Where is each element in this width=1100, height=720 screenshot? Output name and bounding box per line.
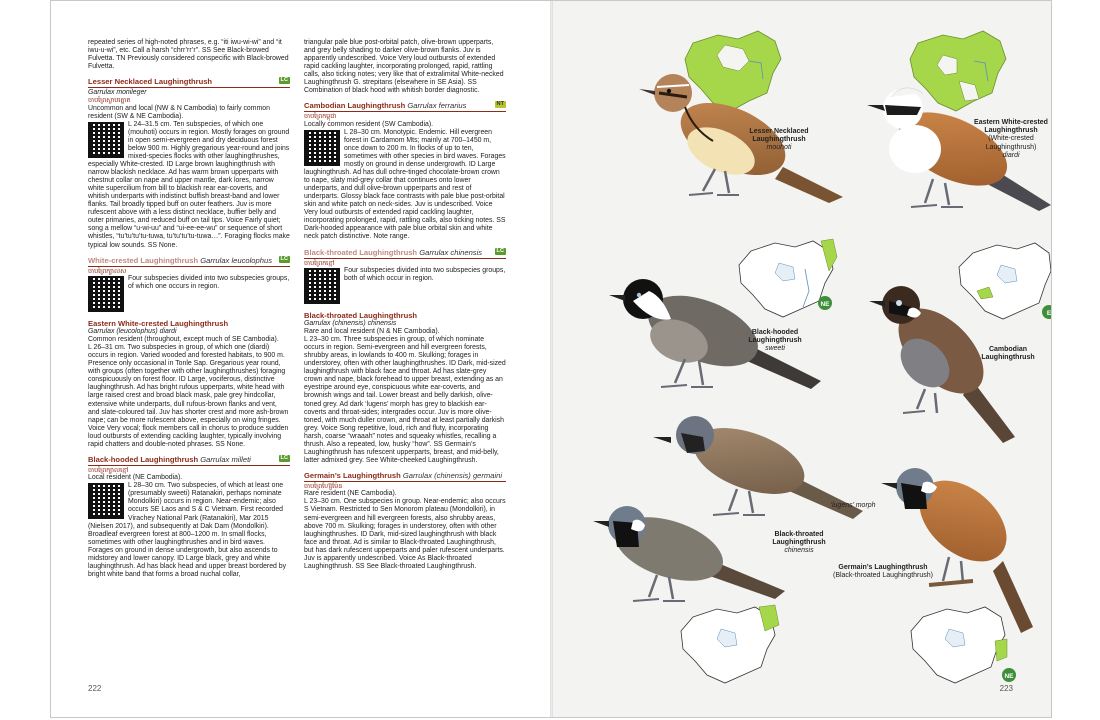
status-text: Uncommon and local (NW & N Cambodia) to fairly common resident (SW & NE Cambodia). [88,104,270,120]
book-spread [50,0,1052,718]
khmer-name: ចាបព្រៃកខ្មៅ [304,259,335,267]
species-heading [304,471,506,482]
species-text: L 23–30 cm. One subspecies in group. Near-endemic; also occurs S Vietnam. Restricted to Sen Monorom plateau (Mondolkiri), in semi-evergreen and hill evergreen forests, also shrubby areas, above 700 m. Skulking; forages in understorey, often with other laughingthrushes. ID Dark, mid-sized laughingthrush with black face and throat. Ad is similar to Black-throated Laughingthrush, but has dark rufescent upperparts and paler rufescent underparts. Juv is apparently undescribed. Voice As Black-throated Laughingthrush. SS See Black-throated Laughingthrush. [304,498,506,570]
caption-name: Lesser Necklaced Laughingthrush [749,128,809,144]
right-page [553,1,1051,717]
status-badge: NT [496,101,504,108]
status-text: Rare and local resident (N & NE Cambodia). [304,328,440,336]
caption-name: Black-hooded Laughingthrush [748,329,802,345]
text-column-2 [304,39,506,571]
caption-subspecies: mouhoti [766,144,792,152]
bird-germains [881,464,1033,633]
caption-black-throated [749,531,849,556]
page-number-left: 222 [88,684,102,693]
species-name: Black-throated Laughingthrush [304,247,418,257]
caption-name: Cambodian Laughingthrush [981,346,1035,362]
map-badge-ne-2-label: NE [1004,673,1014,680]
qr-code[interactable] [304,130,340,166]
species-text: L 28–30 cm. Monotypic. Endemic. Hill evergreen forest in Cardamom Mts; mainly at 700–1450 m, once down to 200 m. In flocks of up to ten, sometimes with other species in bird waves. Forages mostly on ground in dense undergrowth. ID Large laughingthrush. Ad has dull ochre-tinged chocolate-brown crown to nape, slaty mid-grey collar that continues onto lower underparts, and dull olive-brown upperparts and rest of underparts. Glossy black face contrasts with pale blue post-orbital skin and white patch on neck-sides. Juv is undescribed. Voice Very loud outbursts of extended rapid cackling laughter, incorporating prolonged, rapid, rattling calls, also ticking notes. SS Dark-hooded appearance with pale blue orbital skin and white neck patch distinctive. Note range. [304,128,506,241]
caption-lugens-morph [813,502,893,510]
scientific-name: Garrulax (chinensis) chinensis [304,320,397,328]
range-map-cambodian [959,243,1051,319]
species-name: Eastern White-crested Laughingthrush [88,319,229,329]
scientific-name: Garrulax (chinensis) germaini [402,470,503,480]
khmer-name: ចាបព្រៃហ្ស៊ែម៉ែន [304,482,343,490]
scientific-name: Garrulax chinensis [419,247,483,257]
status-text: Common resident (throughout, except much of SE Cambodia). [88,336,279,344]
species-entry-lesser-necklaced [88,77,290,249]
species-entry-cambodian [304,101,506,241]
caption-morph: ‘lugens’ morph [830,502,876,509]
caption-alt-name: (Black-throated Laughingthrush) [832,572,933,580]
map-badge-e-label: E [1046,310,1051,317]
species-heading [304,248,506,259]
species-text: L 23–30 cm. Three subspecies in group, of which nominate occurs in region. Semi-evergreen and hill evergreen forests, shrubby areas, in lowlands to 400 m. Skulking; forages in understorey, often with other laughingthrushes. ID Dark, mid-sized laughingthrush with black face and throat. Ad has slate-grey crown and nape, black forehead to upper breast, extending as an eyestripe around eye, conspicuous white ear-coverts, and brownish wings and tail. Lower breast and belly darkish, olive-toned grey. Ad dark ‘lugens’ morph has grey to blackish ear-coverts and throat-sides; intergrades occur. Juv is more olive-toned, with much duller crown, and throat at least partially darkish grey. Voice Song repetitive, loud, rich and fluty, incorporating harsh, coarse “wraaah” notes and squeaky whistles, recalling a thrush. Also a repeated, low, husky “how”. SS Germain’s Laughingthrush has rufescent upperparts, breast, and mid-belly, latter admixed grey. See White-cheeked Laughingthrush. [304,336,506,464]
species-name: Black-hooded Laughingthrush [88,454,199,464]
status-badge: LC [280,77,288,84]
species-entry-black-throated [304,311,506,465]
species-heading [304,101,506,112]
scientific-name: Garrulax ferrarius [407,101,467,111]
species-name: Germain’s Laughingthrush [304,470,401,480]
range-map-white-crested [910,31,1006,111]
caption-germains [831,564,935,580]
species-entry-eastern-white-crested [88,319,290,449]
species-text: Four subspecies divided into two subspecies groups, of which one occurs in region. [128,275,290,291]
qr-code[interactable] [304,268,340,304]
caption-name: Eastern White-crested Laughingthrush [974,119,1048,135]
caption-subspecies: chinensis [784,547,814,555]
khmer-name: ចាបព្រៃស្លាបត្នោត [88,97,131,105]
species-name: Black-throated Laughingthrush [304,311,418,321]
species-name: Cambodian Laughingthrush [304,101,406,111]
qr-code[interactable] [88,276,124,312]
caption-alt-name: (White-crested Laughingthrush) [985,135,1037,151]
caption-black-hooded [731,329,819,354]
caption-white-crested [971,119,1051,160]
qr-code[interactable] [88,122,124,158]
caption-name: Black-throated Laughingthrush [772,531,826,547]
species-text: Four subspecies divided into two subspecies groups, both of which occur in region. [344,267,506,283]
khmer-name: ចាបព្រៃក្បាលស [88,267,127,275]
status-text: Locally common resident (SW Cambodia). [304,120,434,128]
caption-cambodian [971,346,1045,362]
caption-lesser-necklaced [733,128,825,153]
caption-subspecies: sweeti [765,345,785,353]
qr-code[interactable] [88,483,124,519]
species-entry-germains [304,471,506,571]
species-text: L 26–31 cm. Two subspecies in group, of which one (diardi) occurs in region. Varied wooded and forested habitats, to 900 m. Presence only occasional in Tonle Sap. Gregarious year round, with groups (often together with other laughingthrushes) foraging conspicuously on forest floor. ID Large, vociferous, distinctive laughingthrush. Ad has bright rufous upperparts, white head with large raised crest and broad black mask, pale grey hindcollar, extensive white underparts, dull rufous-brown flanks and vent, and slate-coloured tail. Juv has shorter crest and more ash-brown nape; can be more rufescent above, especially on wing fringes. Voice Very vocal; flock members call in chorus to produce sudden loud outbursts of extending cackling laughter, typically involving rapid chatters and double-noted phrases. SS None. [88,344,289,448]
species-heading [88,256,290,267]
species-text: L 24–31.5 cm. Ten subspecies, of which one (mouhoti) occurs in region. Mostly forages on ground in open semi-evergreen and dry deciduous forest below 900 m. Highly gregarious year-round and joins mixed-species flocks with other laughingthrushes, especially White-crested. ID Large brown laughingthrush with narrow blackish necklace. Ad has warm brown upperparts with chestnut collar on nape and upper mantle, dark lores, narrow white supercilium from bill to blackish rear ear-coverts, and whitish underparts with indistinct buffish breast-band and lower flanks. Tail broadly tipped buff on outer feathers. Juv is more rufescent above with a less distinct necklace, buffier belly and outer primaries, and reduced buff on tail tips. Voice Fairly quiet; song a mellow “u-wi-uu” and “ui-ee-ee-wu” or sequence of short whistles, “tu’tu’tu’tu-tuwa, tu’tu’tu’tu-tuwa…”. Foraging flocks make typical low sounds. SS None. [88,120,290,249]
range-map-germains [911,607,1007,683]
species-heading [88,455,290,466]
species-heading [88,77,290,88]
species-name: White-crested Laughingthrush [88,255,199,265]
species-text: L 28–30 cm. Two subspecies, of which at least one (presumably sweeti) Ratanakiri, perhaps nominate Mondolkiri) occurs in region. Near-endemic; also occurs SE Laos and S & C Vietnam. First recorded Virachey National Park (Ratanakiri), Mar 2015 (Nielsen 2017), and subsequently at Dak Dam (Mondolkiri). Broadleaf evergreen forest at 800–1200 m. In small flocks, sometimes with other laughingthrushes and in bird waves. Forages on ground in dense undergrowth, but also ascends to midstorey and lower canopy. ID Large black, grey and white laughingthrush. Ad has black head and upper breast bordered by bright white band that forms a broad nuchal collar, [88,482,287,578]
scientific-name: Garrulax leucolophus [200,255,272,265]
scientific-name: Garrulax monileger [88,89,147,97]
range-map-black-throated [681,605,779,683]
species-entry-white-crested [88,256,290,314]
left-page [51,1,551,717]
khmer-name: ចាបព្រៃក្បាលខ្មៅ [88,466,129,474]
status-badge: LC [280,255,288,262]
page-number-right: 223 [999,684,1013,693]
status-badge: LC [280,454,288,461]
khmer-name: ចាបព្រៃកម្ពុជា [304,113,337,121]
scientific-name: Garrulax (leucolophus) diardi [88,328,177,336]
species-name: Lesser Necklaced Laughingthrush [88,77,213,87]
status-text: Rare resident (NE Cambodia). [304,490,397,498]
species-entry-black-throated-group [304,248,506,306]
continued-text: triangular pale blue post-orbital patch, olive-brown upperparts, and grey belly shading to darker olive-brown flanks. Juv is apparently undescribed. Voice Very loud outbursts of extended rapid cackling laughter, incorporating prolonged, rapid, rattling calls, also ticking notes; very like that of extralimital White-necked Laughingthrush G. strepitans (elsewhere in SE Asia). SS Combination of black hood with whitish border diagnostic. [304,39,504,95]
text-column-1 [88,39,290,579]
range-map-lesser-necklaced [685,31,781,111]
species-entry-black-hooded [88,455,290,579]
map-badge-ne-1-label: NE [820,301,830,308]
status-badge: LC [496,247,504,254]
status-text: Local resident (NE Cambodia). [88,474,183,482]
caption-subspecies: diardi [1002,151,1020,159]
scientific-name: Garrulax milleti [200,454,251,464]
continued-text: repeated series of high-noted phrases, e.g. “iti iwu-wi-wi” and “it iwu-u-wi”, etc. Call a harsh “chrr’rr’r”. SS See Black-browed Fulvetta. TN Previously considered conspecific with Black-browed Fulvetta. [88,39,289,71]
caption-name: Germain’s Laughingthrush [838,564,928,571]
